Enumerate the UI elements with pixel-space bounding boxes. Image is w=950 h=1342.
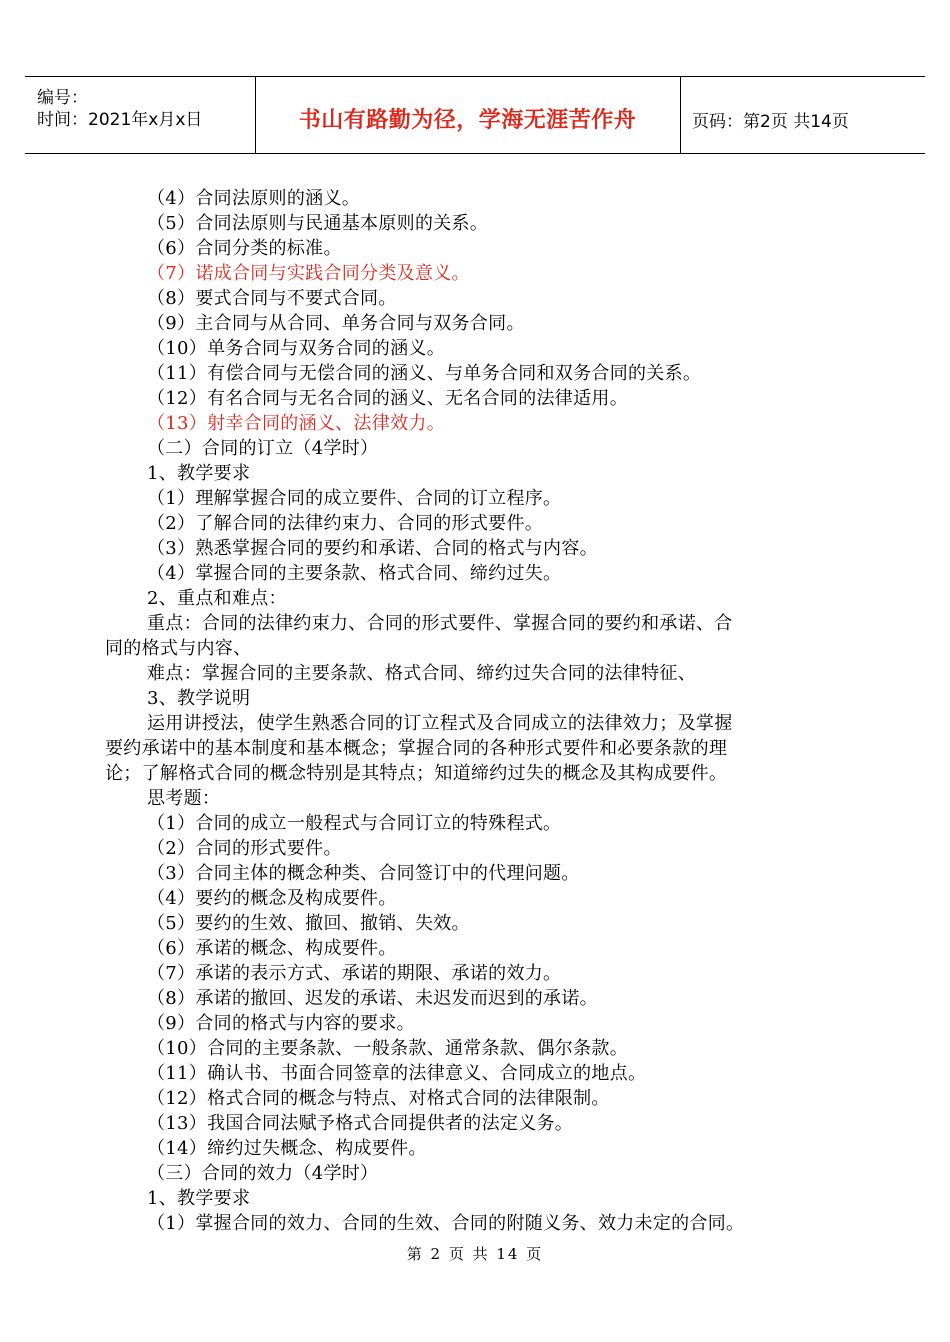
body-line: （7）诺成合同与实践合同分类及意义。	[147, 263, 470, 284]
body-line: 难点：掌握合同的主要条款、格式合同、缔约过失合同的法律特征、	[147, 663, 696, 684]
body-line: （14）缔约过失概念、构成要件。	[147, 1138, 427, 1159]
body-line: （12）有名合同与无名合同的涵义、无名合同的法律适用。	[147, 388, 629, 409]
body-line: （三）合同的效力（4学时）	[147, 1163, 379, 1184]
body-line: （11）有偿合同与无偿合同的涵义、与单务合同和双务合同的关系。	[147, 363, 702, 384]
body-line: （5）合同法原则与民通基本原则的关系。	[147, 213, 489, 234]
body-line: （11）确认书、书面合同签章的法律意义、合同成立的地点。	[147, 1063, 647, 1084]
body-line: 1、教学要求	[147, 1188, 251, 1209]
body-line: 论；了解格式合同的概念特别是其特点；知道缔约过失的概念及其构成要件。	[105, 763, 728, 784]
body-line: （二）合同的订立（4学时）	[147, 438, 379, 459]
body-line: （6）合同分类的标准。	[147, 238, 342, 259]
body-line: 3、教学说明	[147, 688, 251, 709]
header-middle-cell	[255, 77, 681, 153]
page-footer: 第 2 页 共 14 页	[406, 1245, 544, 1263]
body-line: 运用讲授法，使学生熟悉合同的订立程式及合同成立的法律效力；及掌握	[147, 713, 733, 734]
body-line: 要约承诺中的基本制度和基本概念；掌握合同的各种形式要件和必要条款的理	[105, 738, 728, 759]
body-line: （2）合同的形式要件。	[147, 838, 342, 859]
body-line: （13）射幸合同的涵义、法律效力。	[147, 413, 446, 434]
number-label: 编号：	[37, 88, 88, 108]
body-line: 2、重点和难点：	[147, 588, 287, 609]
body-line: 1、教学要求	[147, 463, 251, 484]
body-line: （3）合同主体的概念种类、合同签订中的代理问题。	[147, 863, 580, 884]
body-line: 思考题：	[147, 788, 221, 809]
body-line: （5）要约的生效、撤回、撤销、失效。	[147, 913, 470, 934]
body-line: （10）单务合同与双务合同的涵义。	[147, 338, 446, 359]
header-page-info: 页码：第2页 共14页	[692, 112, 849, 132]
body-line: （12）格式合同的概念与特点、对格式合同的法律限制。	[147, 1088, 610, 1109]
body-line: 同的格式与内容、	[105, 638, 252, 659]
body-line: 重点：合同的法律约束力、合同的形式要件、掌握合同的要约和承诺、合	[147, 613, 733, 634]
body-line: （4）要约的概念及构成要件。	[147, 888, 397, 909]
body-line: （9）主合同与从合同、单务合同与双务合同。	[147, 313, 525, 334]
body-line: （10）合同的主要条款、一般条款、通常条款、偶尔条款。	[147, 1038, 629, 1059]
header-motto: 书山有路勤为径，学海无涯苦作舟	[298, 108, 637, 133]
body-line: （9）合同的格式与内容的要求。	[147, 1013, 415, 1034]
body-line: （2）了解合同的法律约束力、合同的形式要件。	[147, 513, 544, 534]
body-line: （1）合同的成立一般程式与合同订立的特殊程式。	[147, 813, 562, 834]
body-line: （7）承诺的表示方式、承诺的期限、承诺的效力。	[147, 963, 562, 984]
body-line: （4）掌握合同的主要条款、格式合同、缔约过失。	[147, 563, 562, 584]
body-line: （13）我国合同法赋予格式合同提供者的法定义务。	[147, 1113, 574, 1134]
header-left-cell	[25, 77, 256, 153]
body-line: （6）承诺的概念、构成要件。	[147, 938, 397, 959]
page-header	[25, 76, 925, 154]
body-line: （3）熟悉掌握合同的要约和承诺、合同的格式与内容。	[147, 538, 598, 559]
body-line: （4）合同法原则的涵义。	[147, 188, 361, 209]
body-line: （1）理解掌握合同的成立要件、合同的订立程序。	[147, 488, 562, 509]
body-line: （8）要式合同与不要式合同。	[147, 288, 397, 309]
body-line: （1）掌握合同的效力、合同的生效、合同的附随义务、效力未定的合同。	[147, 1213, 745, 1234]
header-right-cell	[680, 77, 925, 153]
time-label: 时间：2021年x月x日	[37, 110, 203, 130]
body-line: （8）承诺的撤回、迟发的承诺、未迟发而迟到的承诺。	[147, 988, 598, 1009]
